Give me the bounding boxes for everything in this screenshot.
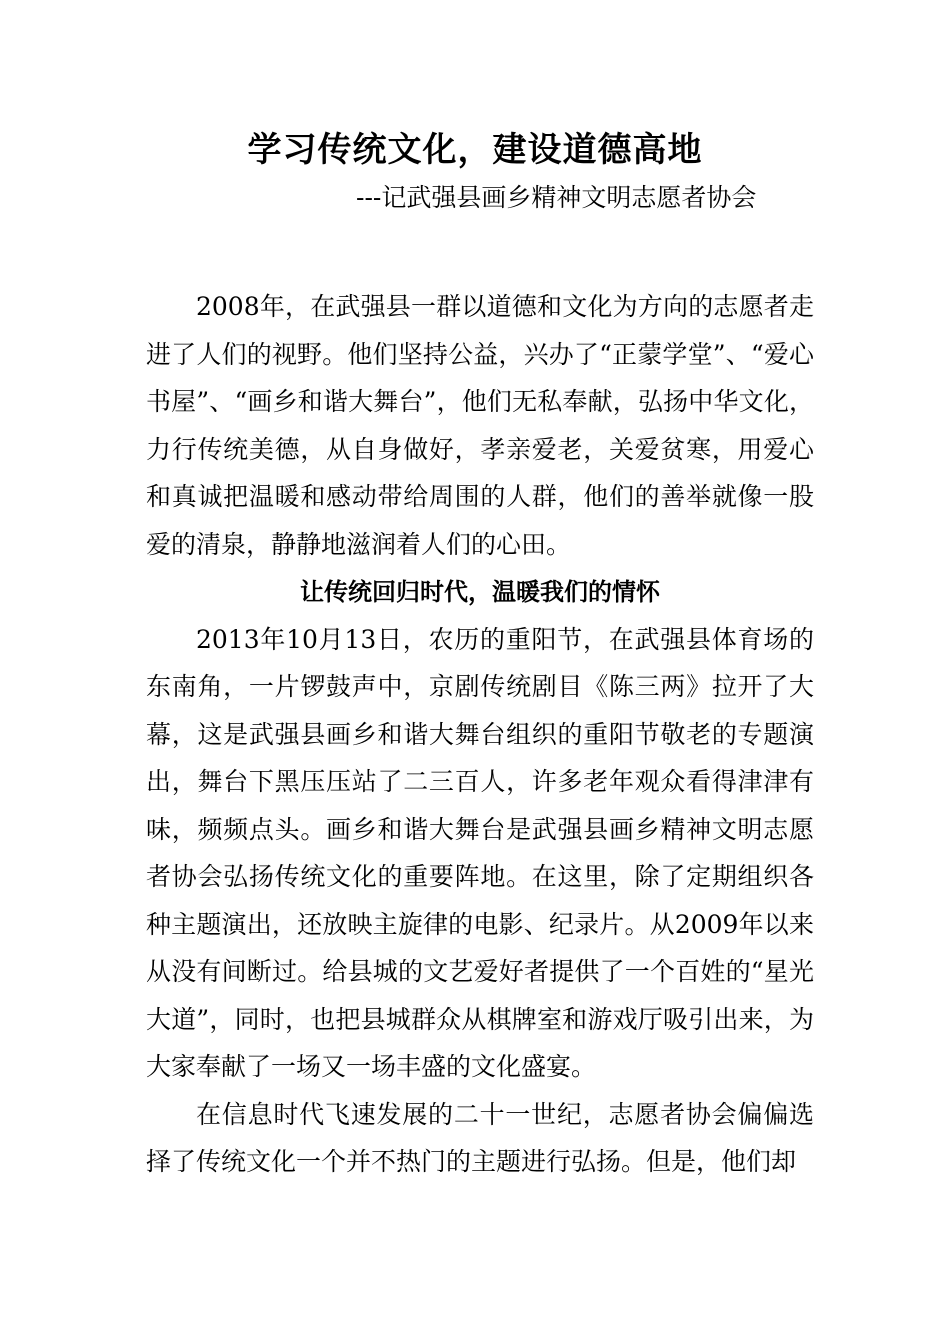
section-paragraph-2: 在信息时代飞速发展的二十一世纪，志愿者协会偏偏选择了传统文化一个并不热门的主题进行弘扬。但是，他们却 bbox=[146, 1099, 814, 1176]
document-title: 学习传统文化，建设道德高地 bbox=[247, 130, 703, 170]
section-paragraph-1: 2013年10月13日，农历的重阳节，在武强县体育场的东南角，一片锣鼓声中，京剧传统剧目《陈三两》拉开了大幕，这是武强县画乡和谐大舞台组织的重阳节敬老的专题演出，舞台下黑压压站了二三百人，许多老年观众看得津津有味，频频点头。画乡和谐大舞台是武强县画乡精神文明志愿者协会弘扬传统文化的重要阵地。在这里，除了定期组织各种主题演出，还放映主旋律的电影、纪录片。从2009年以来从没有间断过。给县城的文艺爱好者提供了一个百姓的“星光大道”，同时，也把县城群众从棋牌室和游戏厅吸引出来，为大家奉献了一场又一场丰盛的文化盛宴。 bbox=[146, 624, 814, 1081]
section-heading: 让传统回归时代，温暖我们的情怀 bbox=[300, 577, 660, 606]
document-subtitle: ---记武强县画乡精神文明志愿者协会 bbox=[356, 183, 757, 212]
document-body bbox=[146, 283, 814, 1186]
intro-paragraph: 2008年，在武强县一群以道德和文化为方向的志愿者走进了人们的视野。他们坚持公益，兴办了“正蒙学堂”、“爱心书屋”、“画乡和谐大舞台”，他们无私奉献，弘扬中华文化，力行传统美德，从自身做好，孝亲爱老，关爱贫寒，用爱心和真诚把温暖和感动带给周围的人群，他们的善举就像一股爱的清泉，静静地滋润着人们的心田。 bbox=[146, 292, 814, 559]
